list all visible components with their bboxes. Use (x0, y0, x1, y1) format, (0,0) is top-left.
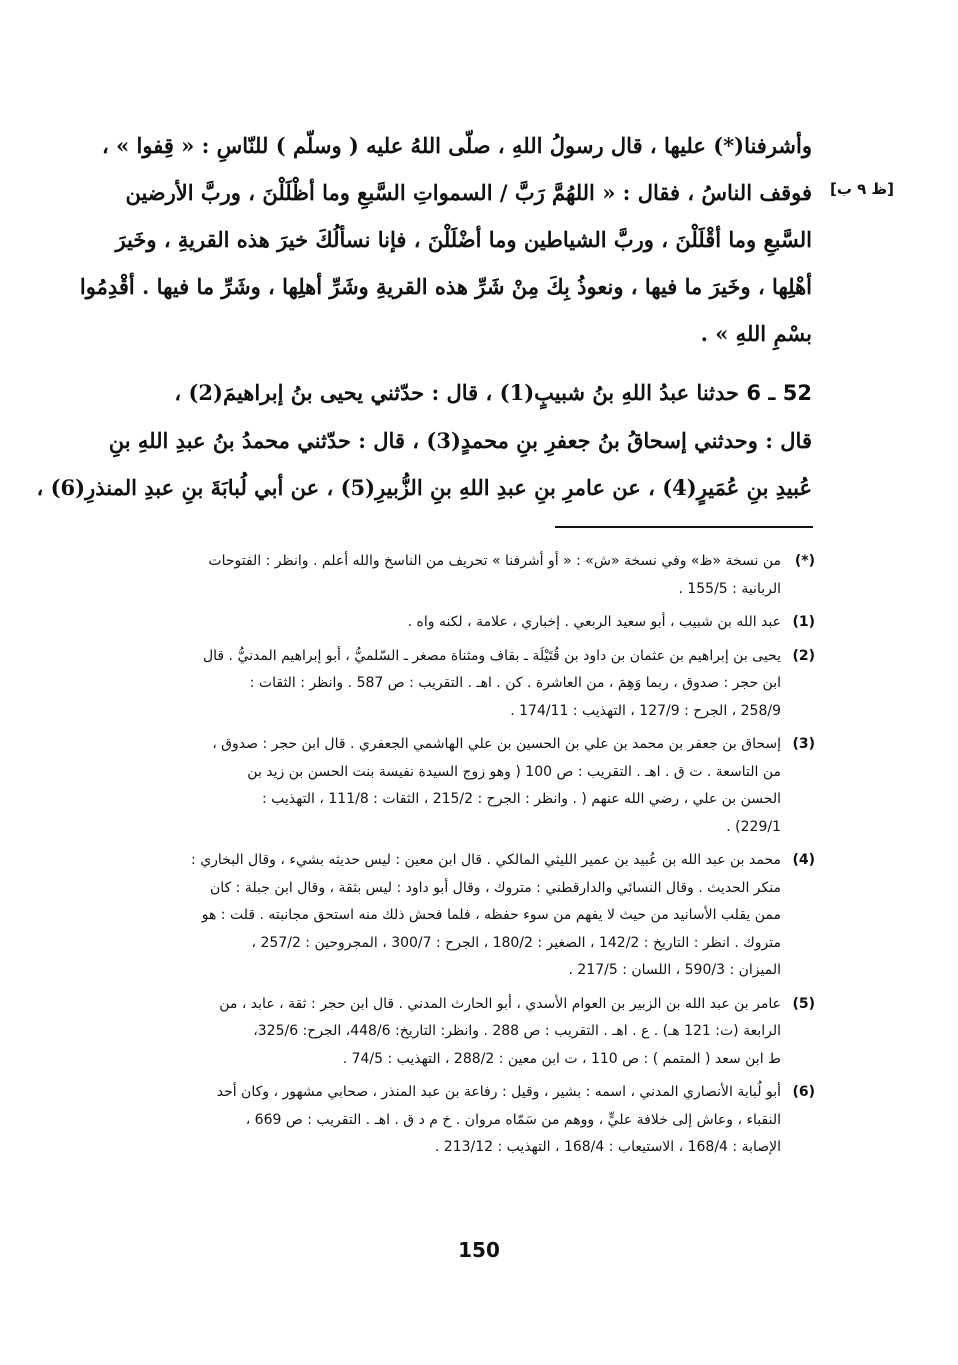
footnote-line: متروك . انظر : التاريخ : 142/2 ، الصغير : 180/2 ، الجرح : 300/7 ، المجروحين : 257/2 ، (251, 934, 781, 951)
main-line: وأشرفنا(*) عليها ، قال رسولُ اللهِ ، صلّى اللهُ عليه ( وسلّم ) للنّاسِ : « قِفوا » ، (101, 133, 812, 158)
hadith-number: 52 ـ 6 (746, 381, 812, 405)
footnote-body (80, 643, 781, 726)
footnote (80, 731, 815, 841)
footnote-line: عبد الله بن شبيب ، أبو سعيد الربعي . إخباري ، علامة ، لكنه واه . (407, 614, 781, 630)
footnote-body (80, 731, 781, 841)
page-number: 150 (458, 1238, 500, 1262)
footnote (80, 643, 815, 726)
footnote-number: (1) (792, 614, 815, 630)
manuscript-folio-marker: [ظ ٩ ب] (830, 180, 894, 198)
footnote-line: الربانية : 155/5 . (678, 580, 781, 597)
footnote-number: (2) (792, 647, 815, 664)
footnote-line: يحيى بن إبراهيم بن عثمان بن داود بن قُتَيْلَة ـ بقاف ومثناة مصغر ـ السّلميُّ ، أبو إبراهيم المدنيُّ . قال (202, 647, 781, 664)
footnote-number: (3) (792, 736, 815, 752)
footnote-number: (6) (792, 1084, 815, 1100)
main-line: أهْلِها ، وخَيرَ ما فيها ، ونعوذُ بِكَ مِنْ شَرِّ هذه القريةِ وشَرِّ أهلِها ، وشَرِّ ما فيها . أقْدِمُوا (79, 274, 812, 299)
footnote-line: 229/1) . (726, 818, 781, 835)
main-line (80, 369, 812, 417)
footnote (80, 847, 815, 985)
footnote-line: النقباء ، وعاش إلى خلافة عليٍّ ، ووهم من سَمّاه مروان . خ م د ق . اهـ . التقريب : ص 669 ، (245, 1111, 781, 1128)
footnote-line: ط ابن سعد ( المتمم ) : ص 110 ، ت ابن معين : 288/2 ، التهذيب : 74/5 . (342, 1050, 781, 1067)
footnote-body (80, 991, 781, 1074)
footnote-body (80, 548, 781, 603)
main-line: بسْمِ اللهِ » . (700, 321, 812, 346)
footnote-line: الرابعة (ت: 121 هـ) . ع . اهـ . التقريب : ص 288 . وانظر: التاريخ: 448/6، الجرح: 325/6، (253, 1023, 781, 1039)
footnote-number: (4) (792, 852, 815, 868)
main-line: قال : وحدثني إسحاقُ بنُ جعفرِ بنِ محمدٍ(3) ، قال : حدّثني محمدُ بنُ عبدِ اللهِ بنِ (108, 428, 812, 453)
main-paragraph-2 (36, 369, 812, 511)
footnote-number: (*) (794, 553, 815, 569)
footnote-body (80, 847, 781, 985)
footnote-line: الميزان : 590/3 ، اللسان : 217/5 . (568, 962, 781, 978)
footnote-line: عامر بن عبد الله بن الزبير بن العوام الأسدي ، أبو الحارث المدني . قال ابن حجر : ثقة ، عابد ، من (219, 995, 781, 1012)
footnote-line: أبو لُبابة الأنصاري المدني ، اسمه : بشير ، وقيل : رفاعة بن عبد المنذر ، صحابي مشهور ، وكان أحد (216, 1084, 781, 1100)
main-line: السَّبعِ وما أقْلَلْنَ ، وربَّ الشياطين وما أضْلَلْنَ ، فإنا نسألُكَ خيرَ هذه القريةِ ، وخَيرَ (115, 227, 812, 252)
footnote-line: 258/9 ، الجرح : 127/9 ، التهذيب : 174/11 . (510, 702, 781, 719)
footnote-body (80, 609, 781, 637)
footnote-number: (5) (792, 995, 815, 1012)
footnote-line: من التاسعة . ت ق . اهـ . التقريب : ص 100 ( وهو زوج السيدة نفيسة بنت الحسن بن زيد بن (247, 763, 781, 780)
footnote (80, 1079, 815, 1162)
footnote-line: إسحاق بن جعفر بن محمد بن علي بن الحسين بن علي الهاشمي الجعفري . قال ابن حجر : صدوق ، (212, 736, 781, 752)
footnote-line: الإصابة : 168/4 ، الاستيعاب : 168/4 ، التهذيب : 213/12 . (434, 1139, 781, 1155)
main-line: فوقف الناسُ ، فقال : « اللهُمَّ رَبَّ / السمواتِ السَّبعِ وما أظْلَلْنَ ، وربَّ الأرضين (125, 180, 812, 205)
main-line-text: حدثنا عبدُ اللهِ بنُ شبيبٍ(1) ، قال : حدّثني يحيى بنُ إبراهيمَ(2) ، (174, 380, 740, 405)
footnote-line: ممن يقلب الأسانيد من حيث لا يفهم من سوء حفظه ، فلما فحش ذلك منه استحق مجانبته . قلت : هو (201, 907, 781, 923)
main-line: عُبيدِ بنِ عُمَيرٍ(4) ، عن عامرِ بنِ عبدِ اللهِ بنِ الزُّبيرِ(5) ، عن أبي لُبابَةَ بنِ عبدِ المنذرِ(6) ، (36, 475, 812, 500)
footnote-line: الحسن بن علي ، رضي الله عنهم ( . وانظر : الجرح : 215/2 ، الثقات : 111/8 ، التهذيب : (261, 791, 781, 807)
footnote (80, 991, 815, 1074)
main-text (36, 122, 812, 511)
footnote-line: منكر الحديث . وقال النسائي والدارقطني : متروك ، وقال أبو داود : ليس بثقة ، وقال ابن جبلة : كان (210, 879, 781, 896)
footnote-line: محمد بن عبد الله بن عُبيد بن عمير الليثي المالكي . قال ابن معين : ليس حديثه بشيء ، وقال البخاري : (191, 852, 781, 868)
footnote-body (80, 1079, 781, 1162)
main-paragraph-1 (80, 122, 812, 357)
footnote-divider (555, 526, 813, 528)
footnotes (80, 548, 815, 1168)
footnote-line: ابن حجر : صدوق ، ربما وَهِمَ ، من العاشرة . كن . اهـ . التقريب : ص 587 . وانظر : الثقات : (249, 675, 781, 691)
footnote-line: من نسخة «ظ» وفي نسخة «ش» : « أو أشرفنا » تحريف من الناسخ والله أعلم . وانظر : الفتوحات (208, 553, 781, 569)
footnote (80, 548, 815, 603)
footnote (80, 609, 815, 637)
